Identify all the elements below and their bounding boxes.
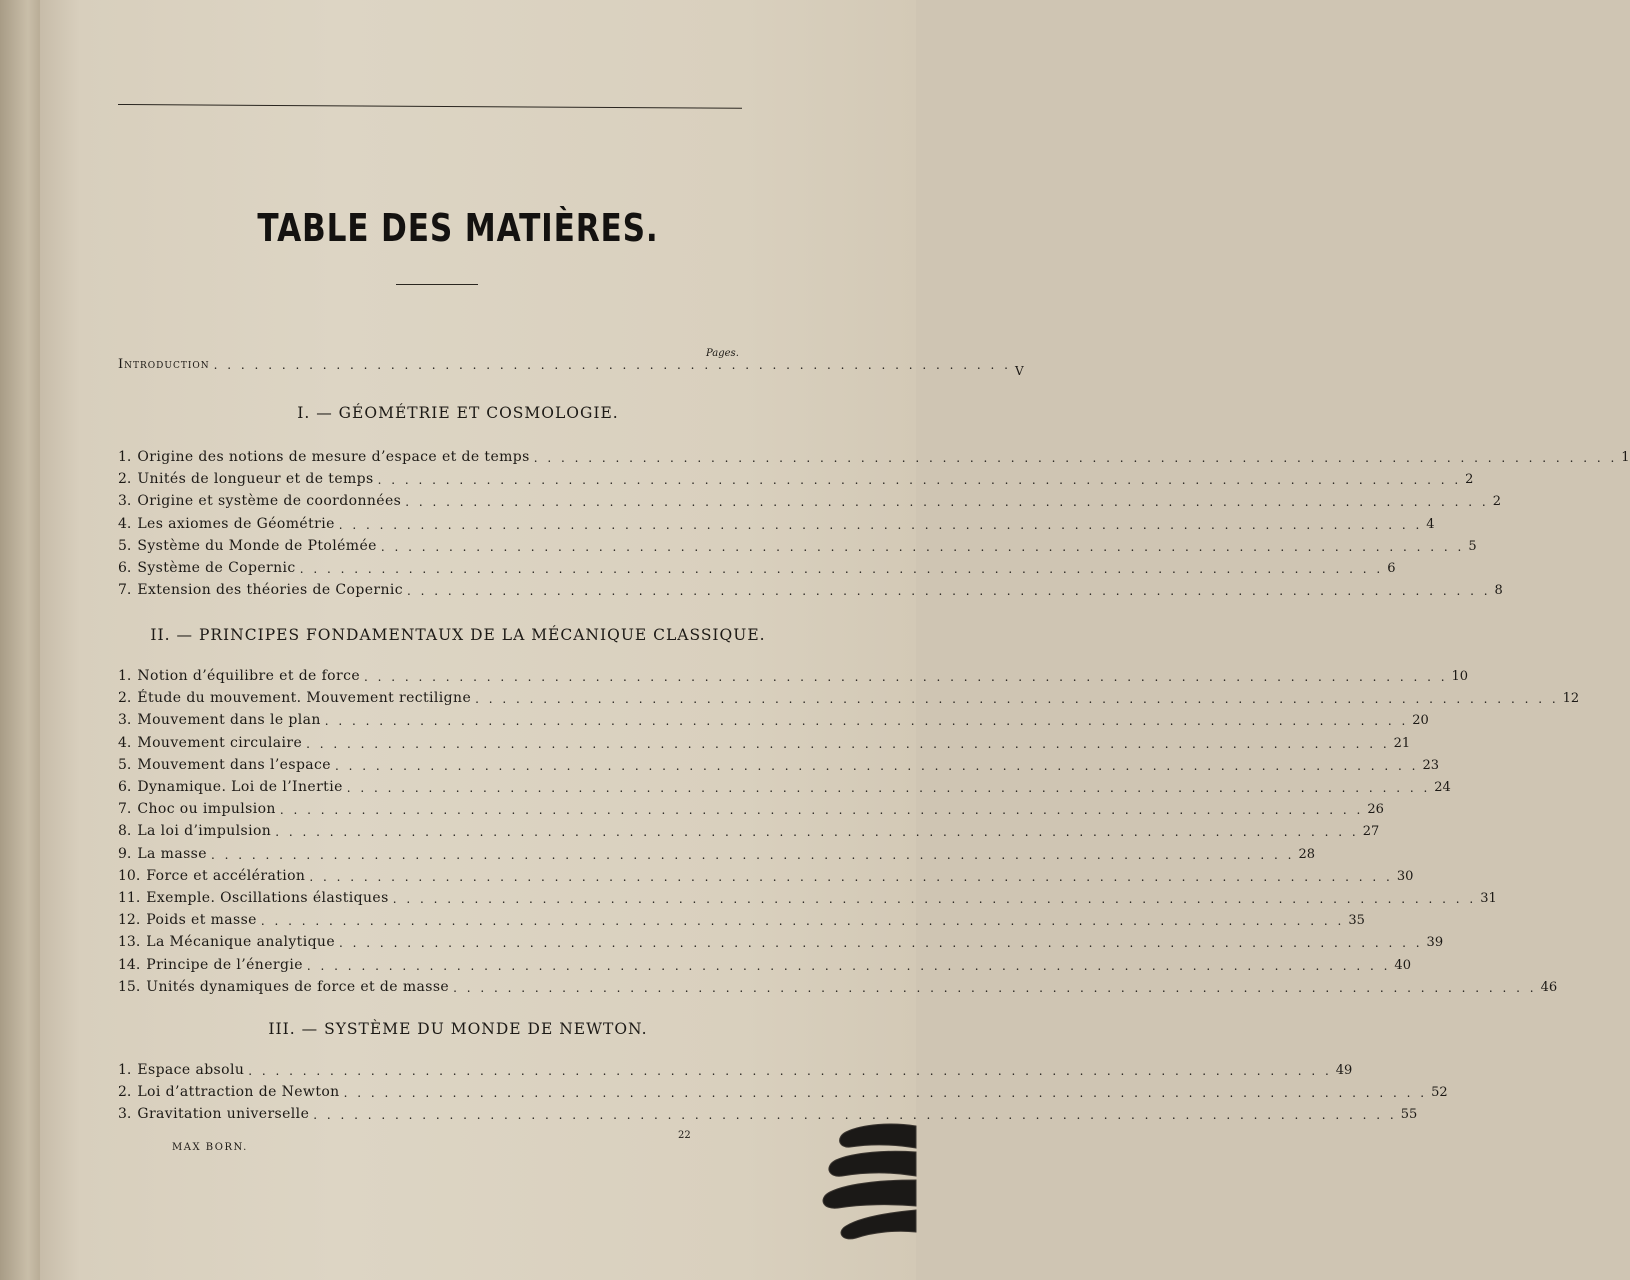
toc-entry (118, 706, 1429, 729)
entry-page-number: 30 (1396, 868, 1414, 884)
hand-holding-page (812, 1118, 916, 1248)
entry-page-number: 46 (1540, 979, 1558, 995)
entry-number: 10. (118, 867, 141, 884)
entry-number: 13. (118, 934, 141, 951)
toc-entry (118, 817, 1380, 840)
leader-dots: . . . . . . . . . . . . . . . . . . . . . . . . . . . . . . . . . . . . . . . . . . . . . . . . . . . . . . . . . . . . . . . . . . . . . . . . . . . . . . . . (306, 736, 1390, 751)
entry-title: La masse (137, 845, 207, 862)
entry-title: Étude du mouvement. Mouvement rectiligne (137, 690, 472, 707)
leader-dots: . . . . . . . . . . . . . . . . . . . . . . . . . . . . . . . . . . . . . . . . . . . . . . . . . . . . . . . . . . . . . . . . . . . . . . . . . . . . . . . . (248, 1064, 1332, 1078)
toc-entry (118, 662, 1469, 684)
entry-title: Mouvement circulaire (137, 734, 303, 751)
entry-number: 3. (118, 712, 132, 729)
entry-title: Mouvement dans l’espace (137, 756, 331, 773)
toc-entry (118, 729, 1411, 751)
entry-title: Force et accélération (146, 867, 306, 884)
leader-dots: . . . . . . . . . . . . . . . . . . . . . . . . . . . . . . . . . . . . . . . . . . . . . . . . . . . . . . . . . . . . . . . . . . . . . . . . . . . . . . . . (533, 451, 1618, 465)
leader-dots: . . . . . . . . . . . . . . . . . . . . . . . . . . . . . . . . . . . . . . . . . . . . . . . . . . . . . . . . . . . . . . . . . . . . . . . . . . . . . . . . (275, 825, 1359, 840)
entry-title: Les axiomes de Géométrie (137, 515, 335, 532)
section-heading: I. — GÉOMÉTRIE ET COSMOLOGIE. (297, 404, 619, 422)
leader-dots: . . . . . . . . . . . . . . . . . . . . . . . . . . . . . . . . . . . . . . . . . . . . . . . . . . . . . . . . . . . . . . . . . . . . . . . . . . . . . . . . (339, 936, 1423, 951)
leader-dots: . . . . . . . . . . . . . . . . . . . . . . . . . . . . . . . . . . . . . . . . . . . . . . . . . . . . . . . . . . . . . . . . . . . . . . . . . . . . . . . . (453, 980, 1537, 995)
footer-author: MAX BORN. (172, 1142, 248, 1153)
toc-entry (118, 773, 1451, 795)
entry-page-number: 8 (1494, 583, 1503, 599)
entry-number: 6. (118, 560, 132, 576)
toc-entry (118, 951, 1411, 973)
entry-number: 11. (118, 890, 141, 906)
leader-dots: . . . . . . . . . . . . . . . . . . . . . . . . . . . . . . . . . . . . . . . . . . . . . . . . . . . . . . . . . . . . . . . . . . . . . . . . . . . . . . . . (309, 869, 1393, 884)
entry-page-number: 2 (1465, 472, 1474, 488)
entry-page-number: 35 (1348, 913, 1365, 929)
entry-title: Exemple. Oscillations élastiques (146, 890, 389, 906)
toc-entry (118, 487, 1502, 510)
introduction-page: V (1014, 364, 1024, 378)
toc-entry (118, 973, 1558, 995)
entry-number: 1. (118, 449, 132, 465)
entry-title: Loi d’attraction de Newton (137, 1084, 340, 1101)
toc-entry (118, 751, 1440, 773)
entry-title: Dynamique. Loi de l’Inertie (137, 779, 343, 795)
entry-number: 9. (118, 845, 132, 862)
entry-number: 7. (118, 801, 132, 818)
leader-dots: . . . . . . . . . . . . . . . . . . . . . . . . . . . . . . . . . . . . . . . . . . . . . . . . . . . . . . . . . . . . . . . . . . . . . . . . . . . . . . . . (338, 517, 1423, 532)
introduction-label: Introduction (118, 357, 210, 372)
entry-number: 5. (118, 756, 132, 773)
toc-entry (118, 906, 1365, 929)
entry-title: Choc ou impulsion (137, 801, 276, 818)
entry-number: 4. (118, 515, 132, 532)
entry-number: 1. (118, 668, 132, 684)
leader-dots: . . . . . . . . . . . . . . . . . . . . . . . . . . . . . . . . . . . . . . . . . . . . . . . . . . . . . . . . . . . . . . . . . . . . . . . . . . . . . . . . (380, 539, 1465, 554)
entry-title: Unités dynamiques de force et de masse (146, 978, 450, 995)
pages-column-label: Pages. (706, 348, 739, 359)
introduction-entry (118, 352, 1024, 378)
title-underline (396, 284, 478, 285)
leader-dots: . . . . . . . . . . . . . . . . . . . . . . . . . . . . . . . . . . . . . . . . . . . . . . . . . . . . . . . . . . . . . . . . . . . . . . . . . . . . . . . . (343, 1086, 1428, 1101)
leader-dots: . . . . . . . . . . . . . . . . . . . . . . . . . . . . . . . . . . . . . . . . . . . . . . . . . . . . . . . . . . . . . . . . . . . . . . . . . . . . . . . . (377, 473, 1462, 488)
toc-entry (118, 795, 1384, 818)
entry-title: Espace absolu (137, 1062, 245, 1078)
toc-entry (118, 1100, 1418, 1123)
entry-title: Système du Monde de Ptolémée (137, 537, 377, 554)
entry-title: Origine et système de coordonnées (137, 493, 402, 510)
leader-dots: . . . . . . . . . . . . . . . . . . . . . . . . . . . . . . . . . . . . . . . . . . . . . . . . . . . . . . . . . . . . . . . . . . . . . . . . . . . . . . . . (324, 714, 1409, 729)
toc-entry (118, 510, 1435, 532)
entry-title: Origine des notions de mesure d’espace et de temps (137, 449, 530, 465)
leader-dots: . . . . . . . . . . . . . . . . . . . . . . . . . . . . . . . . . . . . . . . . . . . . . . . . . . . . . . . . . . . . . . . . . . . . . . . . . . . . . . . . (405, 495, 1489, 510)
leader-dots: . . . . . . . . . . . . . . . . . . . . . . . . . . . . . . . . . . . . . . . . . . . . . . . . . . . . . . . . . . . . . . . . . . . . . . . . . . . . . . . . (279, 803, 1364, 818)
leader-dots: . . . . . . . . . . . . . . . . . . . . . . . . . . . . . . . . . . . . . . . . . . . . . . . . . . . . . . . . . . . . . . . . . . . . . . . . . . . . . . . . (299, 562, 1384, 576)
entry-title: Principe de l’énergie (146, 956, 303, 973)
entry-page-number: 23 (1422, 757, 1440, 773)
toc-entry (118, 576, 1503, 599)
entry-title: La Mécanique analytique (146, 934, 336, 951)
leader-dots: . . . . . . . . . . . . . . . . . . . . . . . . . . . . . . . . . . . . . . . . . . . . . . . . . . . . . . . . . . . . . . . . . . . . . . . . . . . . . . . . (475, 692, 1559, 707)
toc-entry (118, 554, 1396, 576)
entry-number: 2. (118, 690, 132, 707)
leader-dots: . . . . . . . . . . . . . . . . . . . . . . . . . . . . . . . . . . . . . . . . . . . . . . . . . . . . . . . . . . . . . . . . . . . . . . . . . . . . . . . . (260, 914, 1345, 929)
toc-entry (118, 443, 1630, 465)
section-heading: III. — SYSTÈME DU MONDE DE NEWTON. (268, 1020, 648, 1038)
leader-dots: . . . . . . . . . . . . . . . . . . . . . . . . . . . . . . . . . . . . . . . . . . . . . . . . . . . . . . . . . . . . . . . . . . . . . . . . . . . . . . . . (364, 670, 1448, 684)
entry-title: La loi d’impulsion (137, 823, 272, 840)
leader-dots: . . . . . . . . . . . . . . . . . . . . . . . . . . . . . . . . . . . . . . . . . . . . . . . . . . . . . . . . . . . . . . . . . . . . . . . . . . . . . . . . (334, 758, 1419, 773)
entry-page-number: 5 (1468, 538, 1477, 554)
toc-entry (118, 532, 1477, 554)
entry-page-number: 55 (1400, 1107, 1418, 1123)
toc-entry (118, 840, 1315, 862)
entry-number: 7. (118, 582, 132, 599)
entry-page-number: 1 (1621, 450, 1630, 465)
footer-signature-mark: 22 (678, 1130, 691, 1141)
entry-number: 3. (118, 1106, 132, 1123)
entry-number: 2. (118, 471, 132, 488)
entry-page-number: 40 (1394, 957, 1411, 973)
entry-number: 4. (118, 734, 132, 751)
leader-dots: . . . . . . . . . . . . . . . . . . . . . . . . . . . . . . . . . . . . . . . . . . . . . . . . . . . . . . . . . . . . . . . . . . . . . . . . . . . . . . . . (346, 781, 1431, 795)
entry-page-number: 49 (1335, 1063, 1353, 1078)
entry-page-number: 26 (1367, 802, 1384, 818)
section-heading: II. — PRINCIPES FONDAMENTAUX DE LA MÉCANIQUE CLASSIQUE. (150, 626, 766, 644)
entry-number: 1. (118, 1062, 132, 1078)
entry-title: Unités de longueur et de temps (137, 471, 374, 488)
leader-dots: . . . . . . . . . . . . . . . . . . . . . . . . . . . . . . . . . . . . . . . . . . . . . . . . . . . . . . . . . . . . . . . . . . . . . . . . . . . . . . . . (392, 892, 1477, 906)
entry-number: 3. (118, 493, 132, 510)
entry-page-number: 52 (1431, 1085, 1448, 1101)
entry-page-number: 21 (1393, 735, 1411, 751)
entry-title: Notion d’équilibre et de force (137, 668, 361, 684)
entry-page-number: 28 (1298, 846, 1315, 862)
entry-page-number: 4 (1426, 516, 1435, 532)
entry-title: Poids et masse (146, 912, 257, 929)
entry-number: 15. (118, 978, 141, 995)
leader-dots: . . . . . . . . . . . . . . . . . . . . . . . . . . . . . . . . . . . . . . . . . . . . . . . . . . . . . . . . . . . . . . . . . . . . . . . . . . . . . . . . (306, 958, 1391, 973)
entry-page-number: 2 (1492, 494, 1502, 510)
entry-number: 12. (118, 912, 141, 929)
leader-dots: . . . . . . . . . . . . . . . . . . . . . . . . . . . . . . . . . . . . . . . . . . . . . . . . . . . . . . . . . . . . . . . . . . . . . . . . . . . . . . . . (313, 1108, 1397, 1123)
toc-entry (118, 884, 1497, 906)
entry-page-number: 31 (1480, 891, 1497, 906)
entry-page-number: 20 (1412, 713, 1429, 729)
leader-dots: . . . . . . . . . . . . . . . . . . . . . . . . . . . . . . . . . . . . . . . . . . . . . . . . . . . . . . . . . . . . . . . . . . . . . . . . . . . . . . . . (210, 847, 1295, 862)
toc-entry (118, 862, 1414, 884)
page-title: TABLE DES MATIÈRES. (257, 206, 659, 250)
entry-page-number: 10 (1451, 669, 1469, 684)
entry-number: 14. (118, 956, 141, 973)
entry-number: 5. (118, 537, 132, 554)
entry-title: Mouvement dans le plan (137, 712, 321, 729)
entry-page-number: 39 (1426, 935, 1444, 951)
toc-entry (118, 1056, 1353, 1078)
entry-page-number: 24 (1434, 780, 1451, 795)
entry-page-number: 12 (1562, 691, 1580, 707)
toc-entry (118, 928, 1444, 951)
toc-entry (118, 465, 1474, 488)
toc-entry (118, 684, 1580, 707)
entry-title: Gravitation universelle (137, 1106, 310, 1123)
leader-dots: . . . . . . . . . . . . . . . . . . . . . . . . . . . . . . . . . . . . . . . . . . . . . . . . . . . . . . . . . . . . . . . . . . . . . . . . . . . . . . . . (407, 584, 1491, 599)
entry-number: 2. (118, 1084, 132, 1101)
entry-page-number: 27 (1362, 824, 1380, 840)
entry-title: Extension des théories de Copernic (137, 582, 404, 599)
toc-entry (118, 1078, 1448, 1101)
entry-number: 8. (118, 823, 132, 840)
entry-page-number: 6 (1387, 561, 1396, 576)
entry-title: Système de Copernic (137, 560, 296, 576)
leader-dots: . . . . . . . . . . . . . . . . . . . . . . . . . . . . . . . . . . . . . . . . . . . . . . . . . . . . . . . . . . . (213, 358, 1011, 372)
entry-number: 6. (118, 779, 132, 795)
